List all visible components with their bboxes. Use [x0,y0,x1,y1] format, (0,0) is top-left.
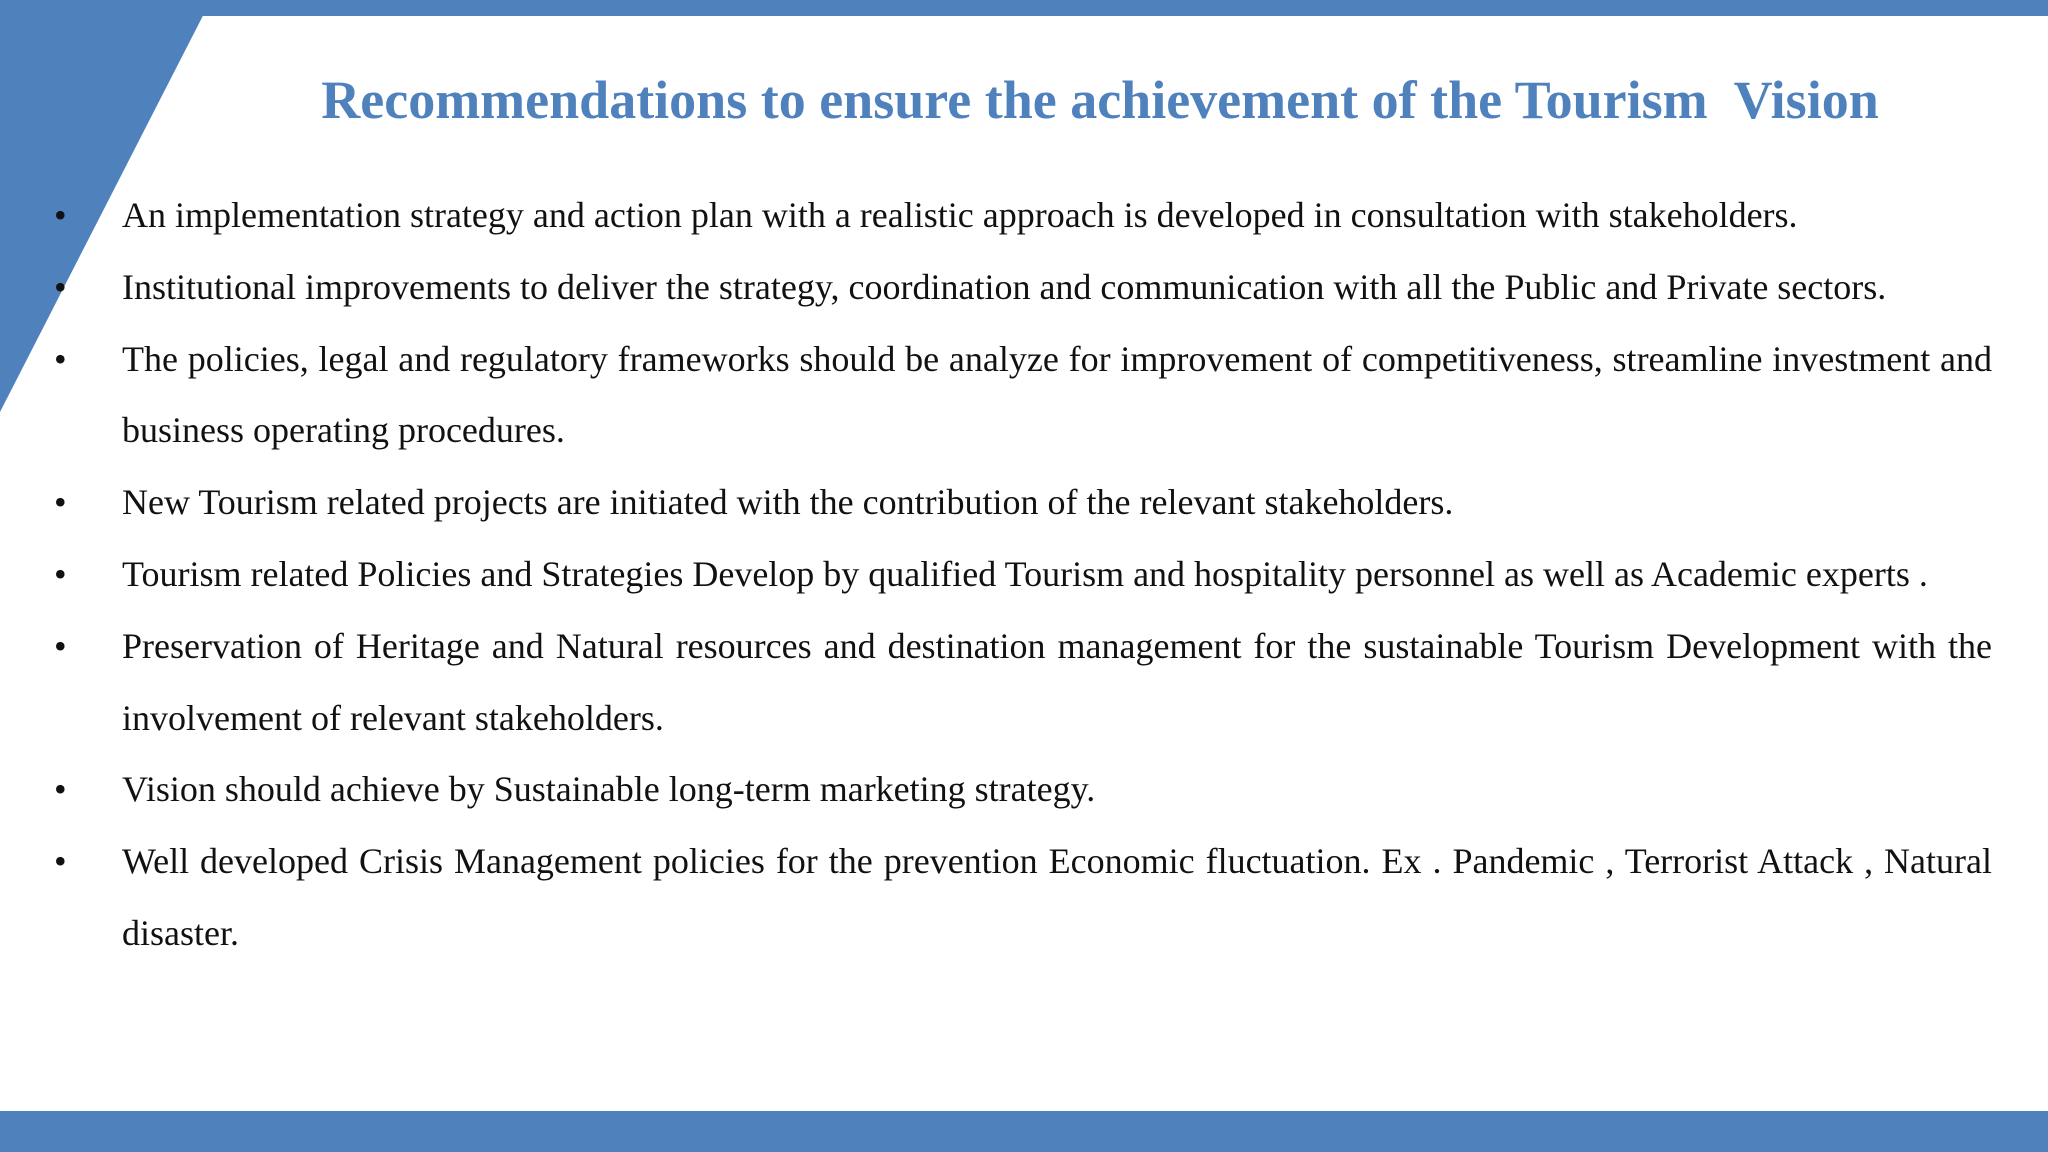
bullet-icon: • [54,195,67,235]
bullet-icon: • [54,625,67,666]
bullet-icon: • [54,266,67,307]
list-item [0,826,1992,970]
bullet-text: The policies, legal and regulatory frameworks should be analyze for improvement of competitiveness, streamline investment and business operating procedures. [122,338,1992,451]
list-item [0,467,1992,539]
bottom-accent-bar [0,1111,2048,1152]
bullet-icon: • [54,338,67,379]
bullet-icon: • [54,553,67,594]
bullet-list [0,180,2048,970]
bullet-icon: • [54,841,67,882]
list-item [0,324,1992,468]
top-accent-bar [0,0,2048,16]
list-item [0,754,1992,826]
list-item [0,180,1992,252]
list-item [0,539,1992,611]
list-item [0,611,1992,755]
slide-title: Recommendations to ensure the achievement of the Tourism Vision [321,70,1879,130]
bullet-text: Vision should achieve by Sustainable long-term marketing strategy. [122,769,1096,810]
bullet-icon: • [54,769,67,810]
bullet-text: Well developed Crisis Management policies for the prevention Economic fluctuation. Ex . Pandemic , Terrorist Attack , Natural disaster. [122,841,1992,953]
bullet-icon: • [54,482,67,523]
bullet-text: New Tourism related projects are initiated with the contribution of the relevant stakeholders. [122,482,1454,523]
bullet-text: Institutional improvements to deliver the strategy, coordination and communication with all the Public and Private sectors. [122,266,1887,307]
bullet-text: Tourism related Policies and Strategies Develop by qualified Tourism and hospitality personnel as well as Academic experts . [122,553,1928,594]
bullet-text: An implementation strategy and action plan with a realistic approach is developed in consultation with stakeholders. [122,195,1798,235]
bullet-text: Preservation of Heritage and Natural resources and destination management for the sustainable Tourism Development with the involvement of relevant stakeholders. [122,625,1992,738]
list-item [0,252,1992,324]
